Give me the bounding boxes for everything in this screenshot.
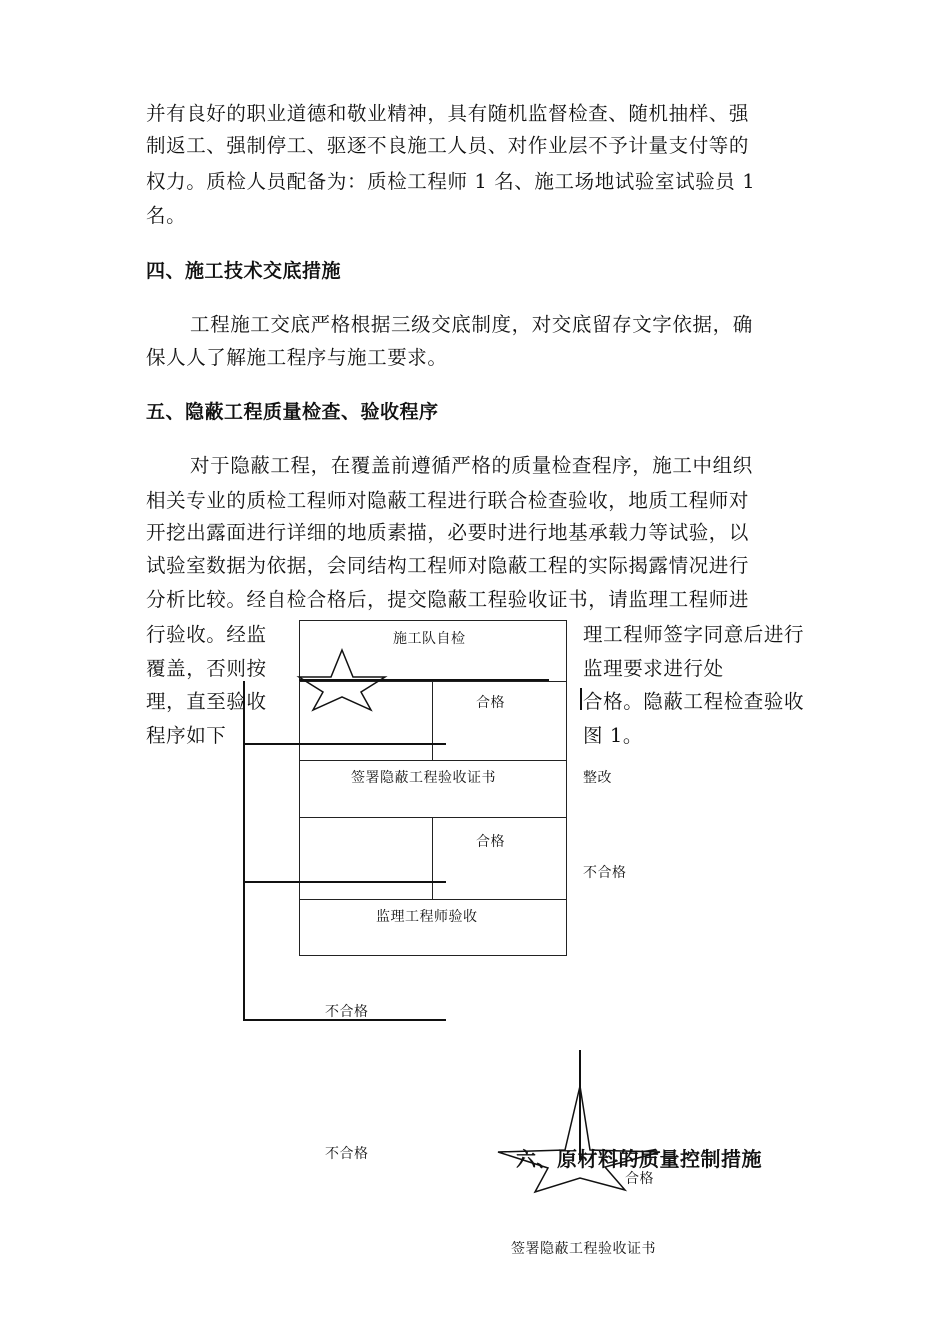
self-check-label: 施工队自检 (393, 631, 466, 647)
paragraph-line: 并有良好的职业道德和敬业精神，具有随机监督检查、随机抽样、强 (146, 102, 750, 125)
pass-label: 合格 (476, 834, 505, 850)
paragraph-line: 对于隐蔽工程，在覆盖前遵循严格的质量检查程序，施工中组织 (190, 454, 753, 477)
fail-label: 不合格 (325, 1004, 369, 1020)
wrap-text-right: 监理要求进行处 (583, 657, 724, 680)
section-heading: 五、隐蔽工程质量检查、验收程序 (146, 401, 439, 423)
certificate-label: 签署隐蔽工程验收证书 (511, 1241, 656, 1257)
certificate-label: 签署隐蔽工程验收证书 (351, 770, 496, 786)
section-heading: 四、施工技术交底措施 (146, 260, 342, 282)
wrap-text-left: 理，直至验收 (146, 690, 267, 713)
pass-label: 合格 (625, 1171, 654, 1187)
wrap-text-left: 覆盖，否则按 (146, 657, 267, 680)
paragraph-line: 试验室数据为依据，会同结构工程师对隐蔽工程的实际揭露情况进行 (146, 554, 750, 577)
supervisor-label: 监理工程师验收 (376, 909, 478, 925)
rectify-label: 整改 (583, 770, 612, 786)
paragraph-line: 名。 (146, 204, 187, 227)
paragraph-line: 开挖出露面进行详细的地质素描，必要时进行地基承载力等试验，以 (146, 521, 750, 544)
paragraph-line: 保人人了解施工程序与施工要求。 (146, 346, 448, 369)
fail-label: 不合格 (325, 1146, 369, 1162)
paragraph-line: 工程施工交底严格根据三级交底制度，对交底留存文字依据，确 (190, 313, 753, 336)
fail-label: 不合格 (583, 865, 627, 881)
wrap-text-right: 理工程师签字同意后进行 (583, 623, 805, 646)
paragraph-line: 分析比较。经自检合格后，提交隐蔽工程验收证书，请监理工程师进 (146, 588, 750, 611)
wrap-text-right: 图 1。 (583, 724, 644, 747)
paragraph-line: 相关专业的质检工程师对隐蔽工程进行联合检查验收，地质工程师对 (146, 489, 750, 512)
section-heading: 六、原材料的质量控制措施 (516, 1147, 762, 1171)
wrap-text-right: 合格。隐蔽工程检查验收 (583, 690, 805, 713)
pass-label: 合格 (476, 695, 505, 711)
wrap-text-left: 行验收。经监 (146, 623, 267, 646)
paragraph-line: 权力。质检人员配备为：质检工程师 1 名、施工场地试验室试验员 1 (146, 170, 756, 193)
paragraph-line: 制返工、强制停工、驱逐不良施工人员、对作业层不予计量支付等的 (146, 134, 750, 157)
star-shape-top (299, 650, 385, 710)
wrap-text-left: 程序如下 (146, 724, 227, 747)
